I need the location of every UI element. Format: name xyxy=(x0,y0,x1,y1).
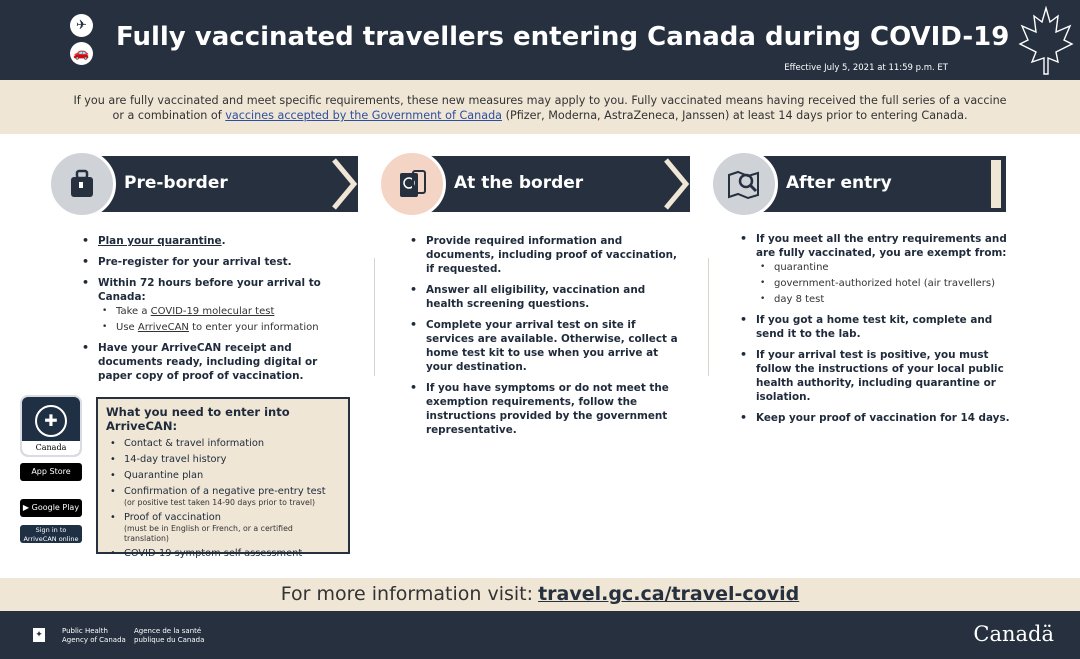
list-item: • Complete your arrival test on site if services are available. Otherwise, collect a home test kit to use when you arrive at your destination. xyxy=(408,318,684,374)
item-text: Within 72 hours xyxy=(98,277,192,289)
badge-label: App Store xyxy=(31,467,71,476)
list-item xyxy=(80,276,346,334)
pre-border-list xyxy=(80,234,346,383)
app-badges xyxy=(20,395,83,543)
sub-list-item: • quarantine xyxy=(756,261,1016,274)
box-title: What you need to enter into ArriveCAN: xyxy=(106,405,290,433)
arrivecan-link[interactable]: ArriveCAN xyxy=(137,322,189,333)
pre-border-column xyxy=(48,150,360,390)
list-item: • Pre-register for your arrival test. xyxy=(80,255,346,269)
header-icons xyxy=(70,14,94,70)
after-entry-banner xyxy=(710,150,1010,218)
item-note: (must be in English or French, or a certified translation) xyxy=(124,524,293,543)
more-info-lead: For more information visit: xyxy=(280,583,533,605)
agency-name-en xyxy=(62,627,126,645)
travel-covid-link[interactable]: travel.gc.ca/travel-covid xyxy=(538,583,800,605)
item-text: Use xyxy=(116,322,135,333)
at-border-column xyxy=(378,150,692,444)
list-item: • If you got a home test kit, complete and send it to the lab. xyxy=(738,313,1016,341)
luggage-icon xyxy=(48,150,116,218)
banner-end-cap xyxy=(988,156,1004,212)
item-text: to enter your information xyxy=(192,322,319,333)
after-entry-column xyxy=(710,150,1010,432)
item-text: Contact & travel information xyxy=(124,438,265,449)
maple-leaf-icon: ✚ xyxy=(35,405,67,437)
maple-leaf-icon xyxy=(1016,6,1074,76)
intro-text: (Pfizer, Moderna, AstraZeneca, Janssen) at least 14 days prior to entering Canada. xyxy=(505,109,968,122)
item-note: (or positive test taken 14-90 days prior to travel) xyxy=(124,498,316,507)
agency-line: Agency of Canada xyxy=(62,636,126,644)
after-entry-label: After entry xyxy=(786,173,892,193)
sub-list-item xyxy=(98,305,346,318)
item-text: If you meet all the entry requirements and are fully vaccinated, you are exempt from: xyxy=(756,233,1007,259)
list-item: • Answer all eligibility, vaccination and health screening questions. xyxy=(408,283,684,311)
sub-list-item: • day 8 test xyxy=(756,293,1016,306)
agency-line: Public Health xyxy=(62,627,108,635)
exempt-list xyxy=(756,261,1016,306)
sub-list xyxy=(98,305,346,334)
item-text: . xyxy=(221,235,226,247)
item-text: Confirmation of a negative pre-entry test xyxy=(124,486,326,497)
badge-label: ArriveCAN online xyxy=(23,535,79,543)
badge-label: Google Play xyxy=(31,503,80,512)
list-item xyxy=(106,548,340,560)
airplane-icon: ✈ xyxy=(70,14,93,37)
vaccines-accepted-link[interactable]: vaccines accepted by the Government of Canada xyxy=(225,109,503,122)
item-text: COVID-19 symptom self-assessment xyxy=(124,548,303,559)
header-banner xyxy=(0,0,1080,80)
agency-name-fr xyxy=(134,627,204,645)
column-divider xyxy=(374,258,375,376)
pre-border-banner xyxy=(48,150,360,218)
arrivecan-app-icon[interactable] xyxy=(20,395,82,457)
list-item: • Keep your proof of vaccination for 14 days. xyxy=(738,411,1016,425)
more-info-banner xyxy=(0,578,1080,611)
footer xyxy=(0,611,1080,659)
list-item xyxy=(738,232,1016,306)
intro-line-1: If you are fully vaccinated and meet specific requirements, these new measures may apply to you. Fully vaccinated means having received the full series of a vaccine xyxy=(73,94,1007,107)
list-item: • If you have symptoms or do not meet the exemption requirements, follow the instructions provided by the government representative. xyxy=(408,381,684,437)
chevron-right-icon xyxy=(320,156,360,212)
list-item xyxy=(106,470,340,482)
list-item xyxy=(106,512,340,544)
intro-line-2 xyxy=(0,108,1080,123)
pre-border-label: Pre-border xyxy=(124,173,228,193)
list-item xyxy=(106,454,340,466)
agency-line: Agence de la santé xyxy=(134,627,202,635)
item-text: Quarantine plan xyxy=(124,470,204,481)
molecular-test-link[interactable]: COVID-19 molecular test xyxy=(150,306,275,317)
list-item xyxy=(80,234,346,248)
column-divider xyxy=(708,258,709,376)
item-text: Take a xyxy=(116,306,148,317)
item-text: Proof of vaccination xyxy=(124,512,221,523)
at-border-banner xyxy=(378,150,692,218)
plan-quarantine-link[interactable]: Plan your quarantine xyxy=(98,235,222,247)
canada-wordmark: Canadä xyxy=(973,622,1054,646)
effective-date: Effective July 5, 2021 at 11:59 p.m. ET xyxy=(784,63,948,73)
map-search-icon xyxy=(710,150,778,218)
agency-line: publique du Canada xyxy=(134,636,205,644)
chevron-right-icon xyxy=(652,156,692,212)
at-border-label: At the border xyxy=(454,173,584,193)
intro-banner xyxy=(0,80,1080,134)
list-item: • If your arrival test is positive, you must follow the instructions of your local public health authority, including quarantine or isolation. xyxy=(738,348,1016,404)
item-text: your arrival to Canada: xyxy=(98,277,321,303)
after-entry-list xyxy=(738,232,1016,425)
list-item: • Provide required information and documents, including proof of vaccination, if requested. xyxy=(408,234,684,276)
canada-flag-icon: ✦ xyxy=(26,628,52,642)
item-emphasis: before xyxy=(194,277,234,289)
badge-label: Sign in to xyxy=(35,526,67,534)
app-store-badge[interactable] xyxy=(20,463,82,481)
at-border-list xyxy=(408,234,684,437)
arrivecan-online-badge[interactable] xyxy=(20,525,82,543)
list-item xyxy=(106,438,340,450)
passport-icon xyxy=(378,150,446,218)
google-play-badge[interactable]: ▶ Google Play xyxy=(20,499,82,517)
list-item xyxy=(106,486,340,508)
page-title: Fully vaccinated travellers entering Canada during COVID-19 xyxy=(116,22,1010,52)
requirements-list xyxy=(106,438,340,560)
item-text: 14-day travel history xyxy=(124,454,227,465)
list-item: • Have your ArriveCAN receipt and documents ready, including digital or paper copy of proof of vaccination. xyxy=(80,341,346,383)
sub-list-item: • government-authorized hotel (air travellers) xyxy=(756,277,1016,290)
car-icon: 🚗 xyxy=(70,42,93,65)
sub-list-item xyxy=(98,321,346,334)
intro-text: or a combination of xyxy=(112,109,222,122)
arrivecan-requirements-box xyxy=(96,397,350,559)
app-name: Canada xyxy=(22,441,80,455)
